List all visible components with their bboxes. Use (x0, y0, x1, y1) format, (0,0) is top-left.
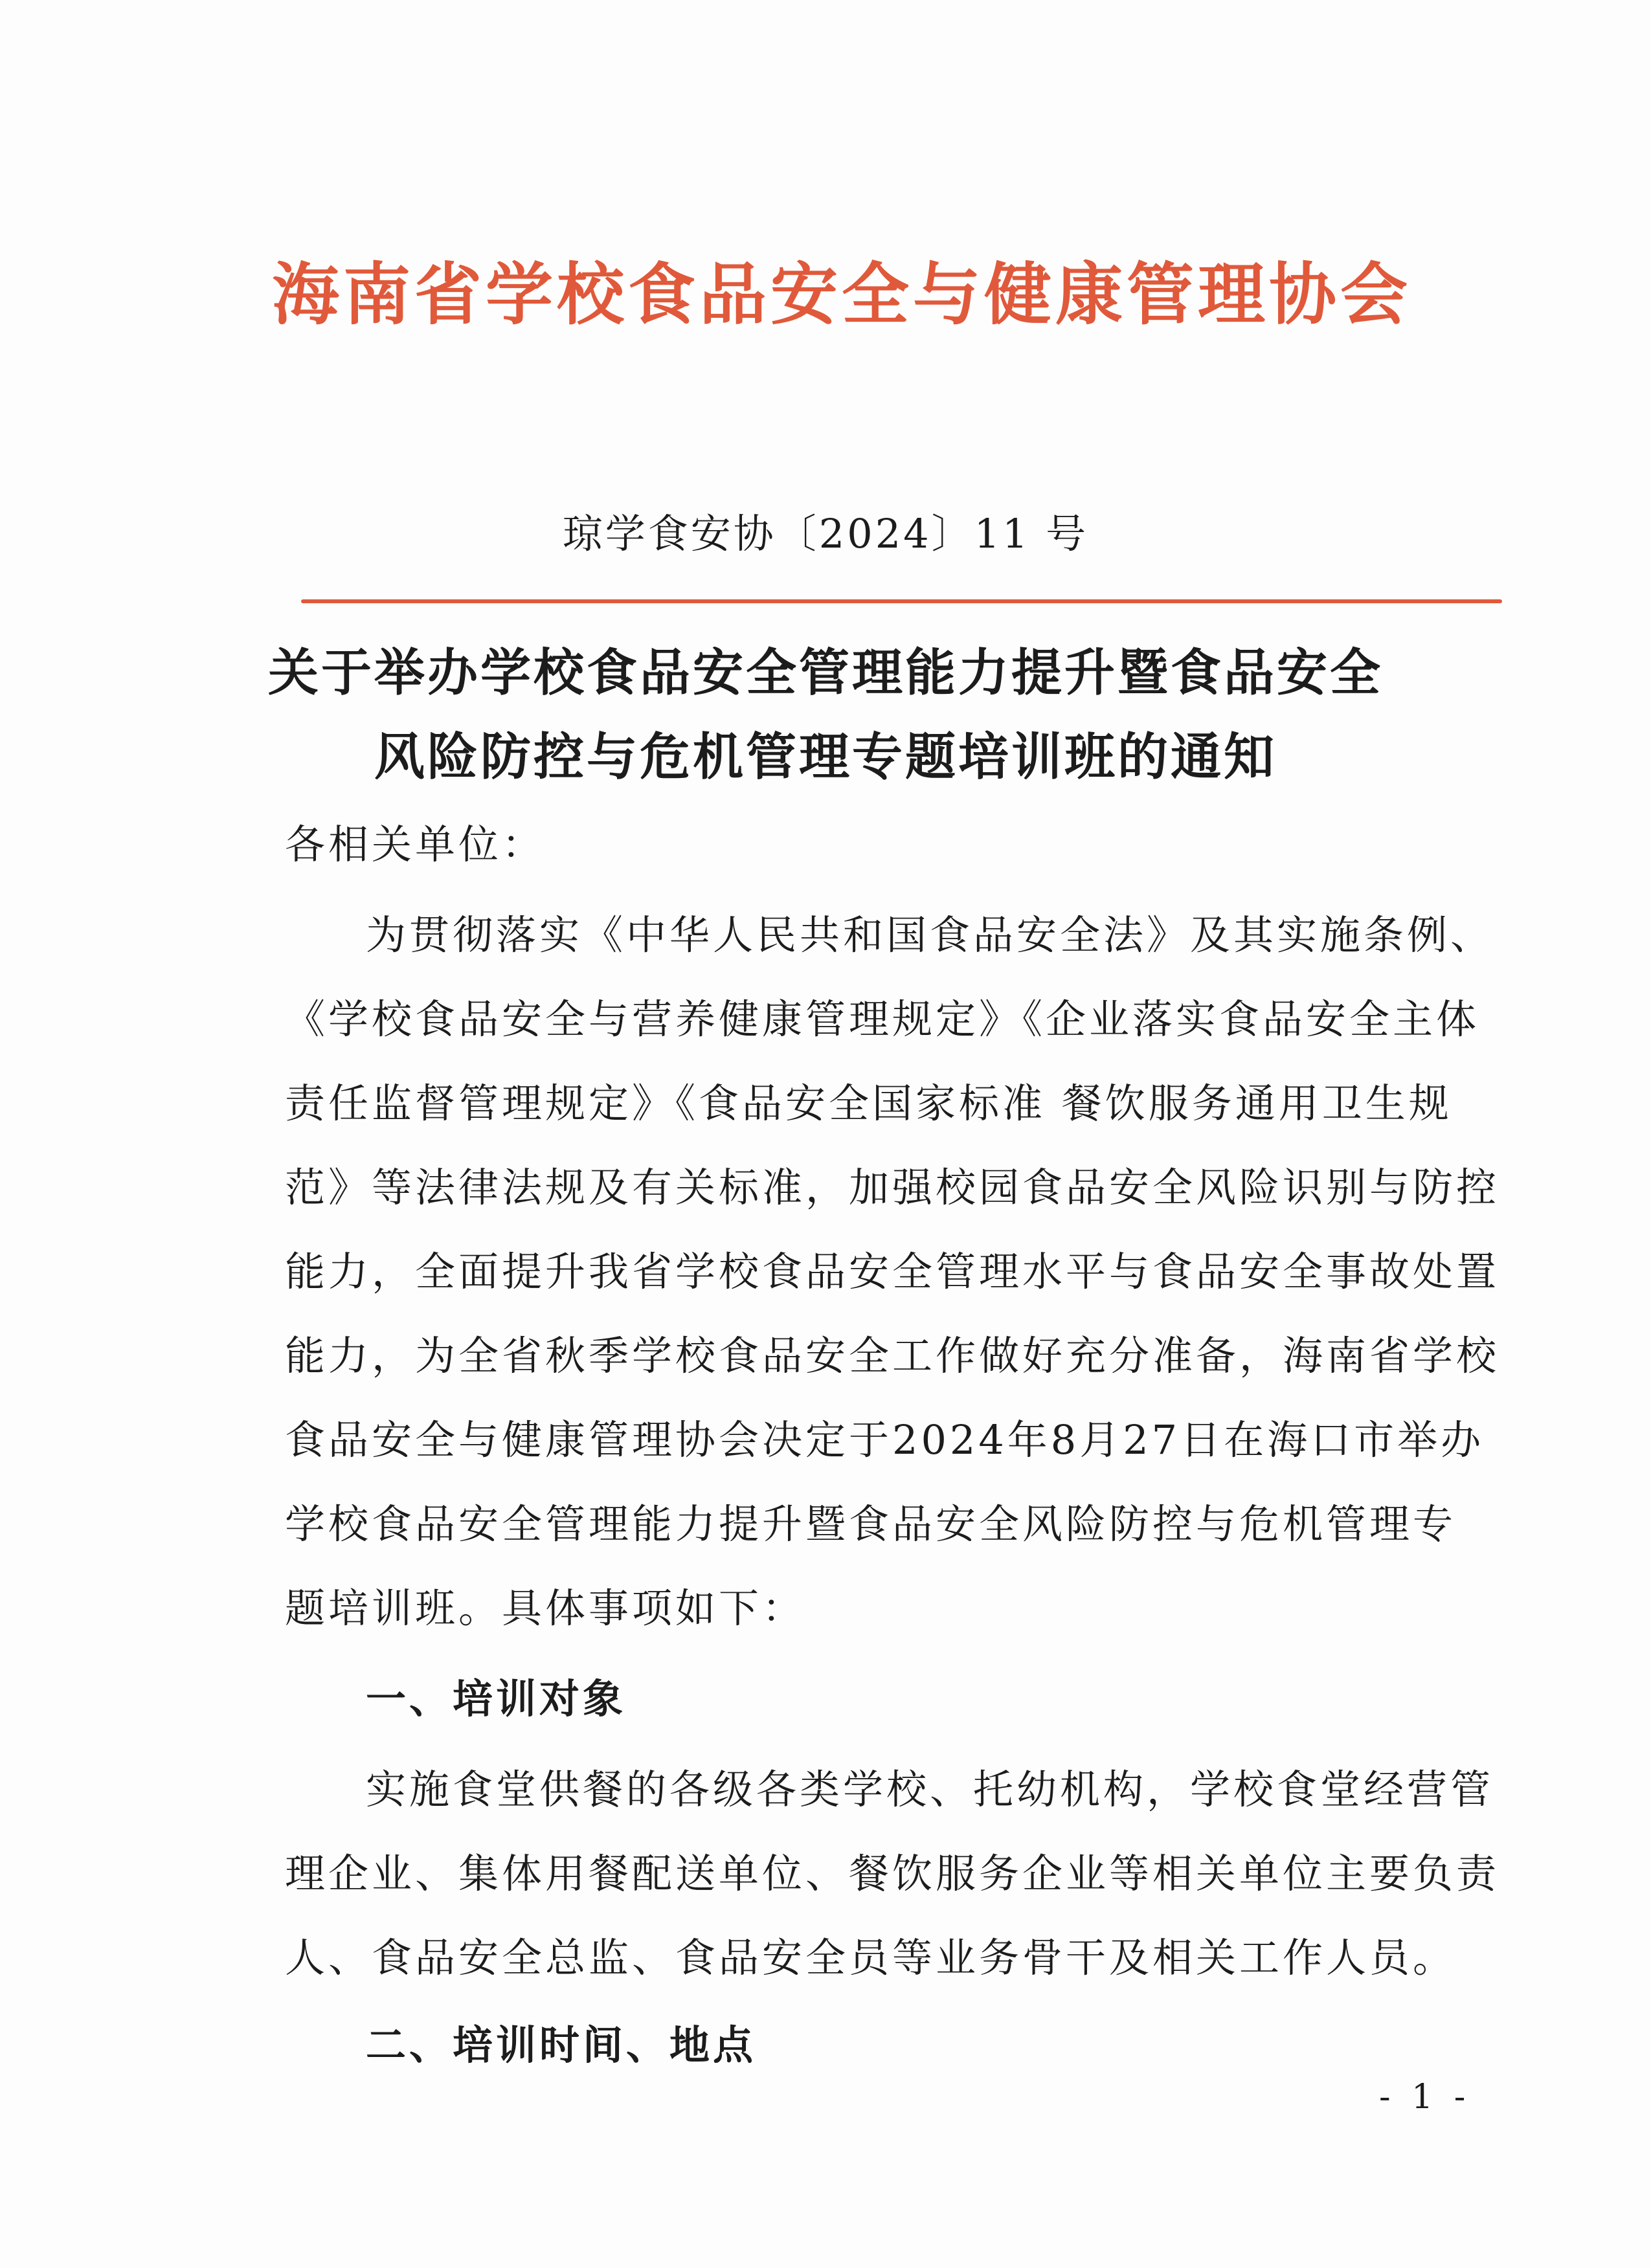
intro-line: 能力，全面提升我省学校食品安全管理水平与食品安全事故处置 (285, 1248, 1500, 1295)
section-heading-1: 一、培训对象 (366, 1675, 627, 1722)
section1-line: 实施食堂供餐的各级各类学校、托幼机构，学校食堂经营管 (366, 1766, 1494, 1813)
intro-line: 为贯彻落实《中华人民共和国食品安全法》及其实施条例、 (366, 911, 1494, 959)
intro-line: 能力，为全省秋季学校食品安全工作做好充分准备，海南省学校 (285, 1332, 1500, 1379)
salutation: 各相关单位： (285, 821, 546, 868)
intro-line: 食品安全与健康管理协会决定于2024年8月27日在海口市举办 (285, 1416, 1485, 1463)
intro-line: 范》等法律法规及有关标准，加强校园食品安全风险识别与防控 (285, 1164, 1500, 1211)
org-header: 海南省学校食品安全与健康管理协会 (272, 254, 1412, 334)
page-number: - 1 - (1379, 2078, 1471, 2117)
red-divider (301, 599, 1502, 603)
intro-line: 题培训班。具体事项如下： (285, 1584, 806, 1632)
intro-line: 责任监督管理规定》《食品安全国家标准 餐饮服务通用卫生规 (285, 1080, 1452, 1127)
notice-title-line-2: 风险防控与危机管理专题培训班的通知 (374, 728, 1277, 786)
section1-line: 理企业、集体用餐配送单位、餐饮服务企业等相关单位主要负责 (285, 1850, 1500, 1897)
intro-line: 学校食品安全管理能力提升暨食品安全风险防控与危机管理专 (285, 1500, 1457, 1548)
section1-line: 人、食品安全总监、食品安全员等业务骨干及相关工作人员。 (285, 1934, 1457, 1981)
notice-title-line-1: 关于举办学校食品安全管理能力提升暨食品安全 (267, 644, 1383, 702)
section-heading-2: 二、培训时间、地点 (366, 2021, 757, 2069)
intro-line: 《学校食品安全与营养健康管理规定》《企业落实食品安全主体 (285, 995, 1480, 1043)
doc-number: 琼学食安协〔2024〕11 号 (562, 510, 1089, 557)
notice-title (0, 631, 1651, 799)
